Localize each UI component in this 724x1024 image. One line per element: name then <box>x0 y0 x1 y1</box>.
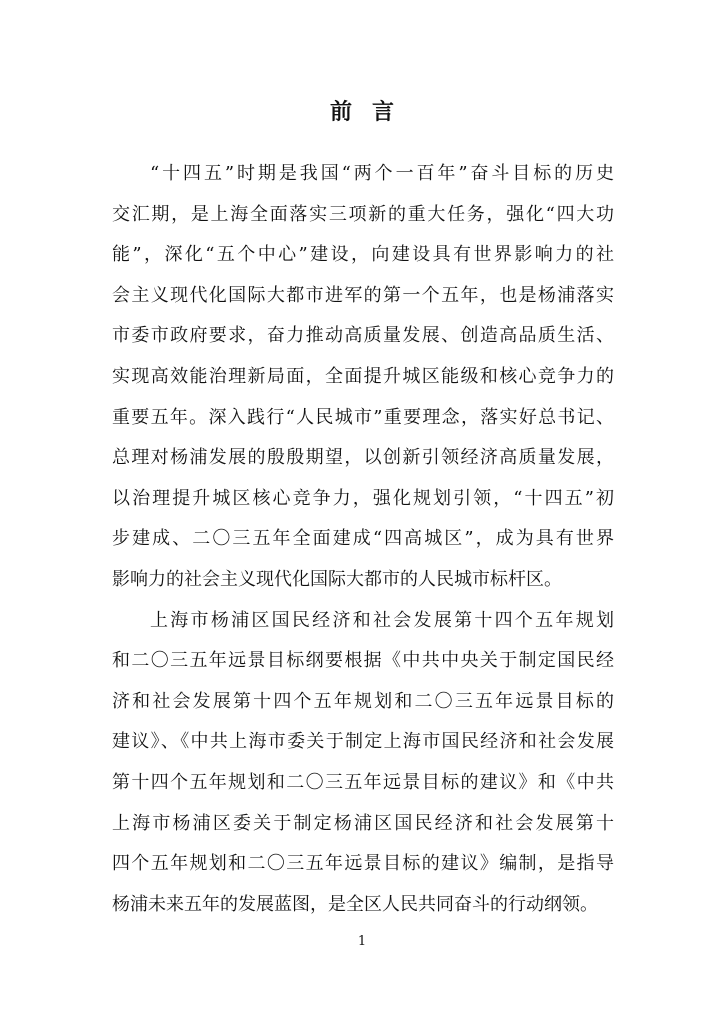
page-number: 1 <box>357 934 367 949</box>
text-line: 建议》、《中共上海市委关于制定上海市国民经济和社会发展 <box>112 731 614 753</box>
paragraph <box>112 601 614 926</box>
text-line: 影响力的社会主义现代化国际大都市的人民城市标杆区。 <box>112 568 562 590</box>
text-line: 能”，深化“五个中心”建设，向建设具有世界影响力的社 <box>112 244 614 266</box>
text-line: 上海市杨浦区国民经济和社会发展第十四个五年规划 <box>150 609 614 631</box>
text-line: 四个五年规划和二〇三五年远景目标的建议》编制，是指导 <box>112 853 614 875</box>
text-line: 总理对杨浦发展的殷殷期望，以创新引领经济高质量发展， <box>112 447 614 469</box>
paragraph <box>112 154 614 601</box>
text-line: 交汇期，是上海全面落实三项新的重大任务，强化“四大功 <box>112 203 614 225</box>
text-line: 杨浦未来五年的发展蓝图，是全区人民共同奋斗的行动纲领。 <box>112 893 598 915</box>
text-line: 步建成、二〇三五年全面建成“四高城区”，成为具有世界 <box>112 528 614 550</box>
text-line: “十四五”时期是我国“两个一百年”奋斗目标的历史 <box>150 163 614 184</box>
text-line: 第十四个五年规划和二〇三五年远景目标的建议》和《中共 <box>112 771 614 793</box>
text-line: 和二〇三五年远景目标纲要根据《中共中央关于制定国民经 <box>112 650 614 672</box>
text-line: 会主义现代化国际大都市进军的第一个五年，也是杨浦落实 <box>112 284 614 306</box>
text-line: 重要五年。深入践行“人民城市”重要理念，落实好总书记、 <box>112 406 614 428</box>
text-line: 实现高效能治理新局面，全面提升城区能级和核心竞争力的 <box>112 365 614 387</box>
text-line: 市委市政府要求，奋力推动高质量发展、创造高品质生活、 <box>112 325 614 347</box>
text-line: 上海市杨浦区委关于制定杨浦区国民经济和社会发展第十 <box>112 812 614 834</box>
page-title: 前言 <box>329 99 414 125</box>
document-body <box>112 154 614 925</box>
text-line: 以治理提升城区核心竞争力，强化规划引领，“十四五”初 <box>112 487 614 509</box>
text-line: 济和社会发展第十四个五年规划和二〇三五年远景目标的 <box>112 690 614 712</box>
